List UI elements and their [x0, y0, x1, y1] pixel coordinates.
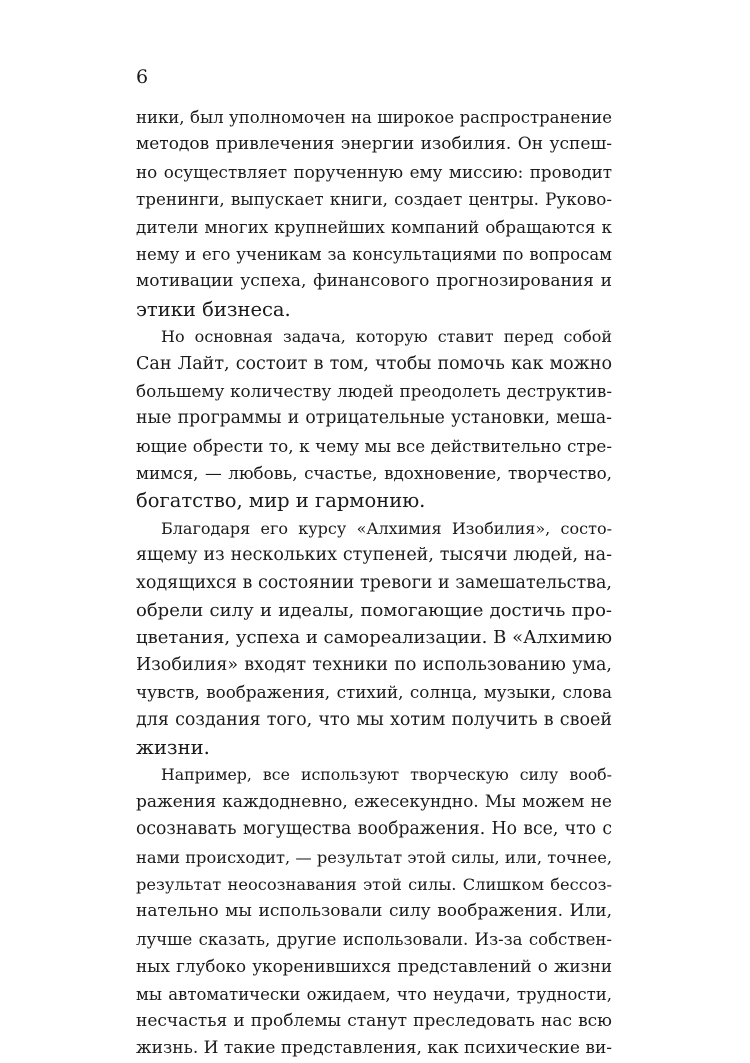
text-line: Сан Лайт, состоит в том, чтобы помочь как можно: [136, 353, 612, 374]
text-line: результат неосознавания этой силы. Слишком бессоз-: [136, 874, 612, 894]
text-line: ходящихся в состоянии тревоги и замешательства,: [136, 572, 612, 593]
text-line: Изобилия» входят техники по использованию ума,: [136, 654, 612, 675]
text-line: жизни.: [136, 735, 210, 759]
text-line: богатство, мир и гармонию.: [136, 489, 426, 513]
text-line: Например, все используют творческую силу вооб-: [161, 765, 612, 785]
text-line: жизнь. И такие представления, как психические ви-: [136, 1038, 613, 1059]
text-line: нами происходит, — результат этой силы, или, точнее,: [136, 847, 612, 867]
text-line: цветания, успеха и самореализации. В «Алхимию: [136, 627, 612, 649]
text-line: нему и его ученикам за консультациями по вопросам: [136, 244, 612, 264]
text-line: лучше сказать, другие использовали. Из-за собствен-: [136, 929, 612, 949]
text-line: но осуществляет порученную ему миссию: проводит: [136, 161, 612, 182]
text-line: дители многих крупнейших компаний обращаются к: [136, 216, 612, 237]
text-line: этики бизнеса.: [136, 297, 291, 321]
text-line: Благодаря его курсу «Алхимия Изобилия», состо-: [161, 518, 612, 538]
text-line: чувств, воображения, стихий, солнца, музыки, слова: [136, 682, 612, 703]
text-line: мы автоматически ожидаем, что неудачи, трудности,: [136, 984, 612, 1004]
text-line: большему количеству людей преодолеть деструктив-: [136, 380, 612, 401]
text-line: ники, был уполномочен на широкое распространение: [136, 108, 612, 127]
text-line: осознавать могущества воображения. Но все, что с: [136, 819, 612, 840]
text-line: мимся, — любовь, счастье, вдохновение, творчество,: [136, 463, 612, 484]
text-line: ящему из нескольких ступеней, тысячи людей, на-: [136, 545, 612, 566]
text-line: несчастья и проблемы станут преследовать нас всю: [136, 1010, 612, 1031]
text-line: Но основная задача, которую ставит перед собой: [161, 327, 612, 347]
text-line: ные программы и отрицательные установки, меша-: [136, 408, 612, 429]
page-number: 6: [136, 66, 149, 88]
text-line: обрели силу и идеалы, помогающие достичь про-: [136, 600, 612, 622]
text-line: ных глубоко укоренившихся представлений о жизни: [136, 956, 612, 977]
text-line: методов привлечения энергии изобилия. Он успеш-: [136, 134, 612, 155]
text-line: ющие обрести то, к чему мы все действительно стре-: [136, 435, 612, 456]
text-line: мотивации успеха, финансового прогнозирования и: [136, 271, 612, 292]
text-line: для создания того, что мы хотим получить в своей: [136, 709, 612, 730]
text-line: ражения каждодневно, ежесекундно. Мы можем не: [136, 791, 612, 812]
text-line: тренинги, выпускает книги, создает центры. Руково-: [136, 189, 612, 210]
body-text: [136, 104, 612, 1063]
text-line: нательно мы использовали силу воображения. Или,: [136, 901, 612, 922]
